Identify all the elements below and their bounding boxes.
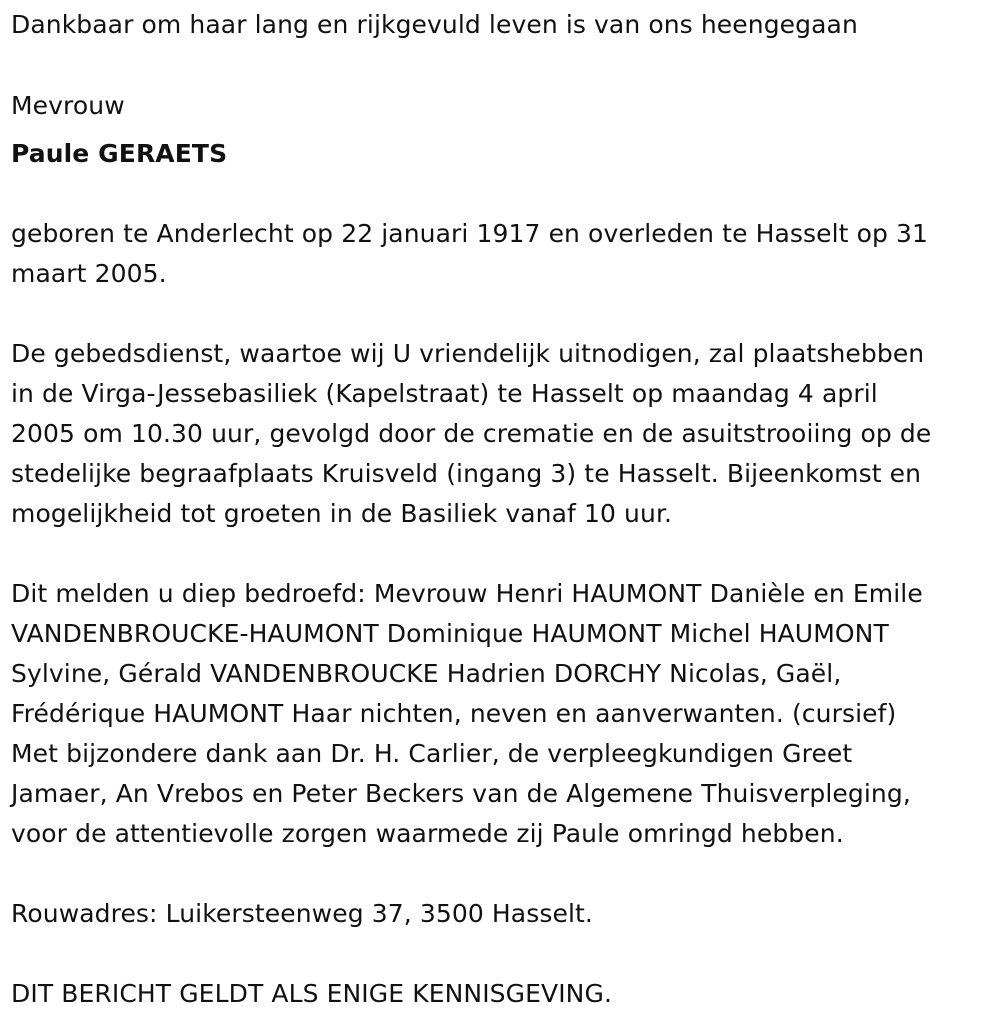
deceased-name: Paule GERAETS [11, 139, 228, 168]
paragraph-line: Frédérique HAUMONT Haar nichten, neven en aanverwanten. (cursief) [11, 699, 897, 728]
paragraph-line: 2005 om 10.30 uur, gevolgd door de crematie en de asuitstrooiing op de [11, 419, 932, 448]
paragraph-line: in de Virga-Jessebasiliek (Kapelstraat) te Hasselt op maandag 4 april [11, 379, 878, 408]
paragraph-line: Met bijzondere dank aan Dr. H. Carlier, de verpleegkundigen Greet [11, 739, 853, 768]
paragraph-line: maart 2005. [11, 259, 167, 288]
paragraph-line: mogelijkheid tot groeten in de Basiliek vanaf 10 uur. [11, 499, 673, 528]
intro-line: Dankbaar om haar lang en rijkgevuld leven is van ons heengegaan [11, 10, 858, 39]
paragraph-line: Jamaer, An Vrebos en Peter Beckers van de Algemene Thuisverpleging, [11, 779, 911, 808]
paragraph-line: geboren te Anderlecht op 22 januari 1917 en overleden te Hasselt op 31 [11, 219, 929, 248]
paragraph-line: voor de attentievolle zorgen waarmede zij Paule omringd hebben. [11, 819, 844, 848]
paragraph-line: De gebedsdienst, waartoe wij U vriendelijk uitnodigen, zal plaatshebben [11, 339, 925, 368]
mourning-address: Rouwadres: Luikersteenweg 37, 3500 Hasselt. [11, 899, 593, 928]
paragraph-line: stedelijke begraafplaats Kruisveld (ingang 3) te Hasselt. Bijeenkomst en [11, 459, 922, 488]
closing-statement: DIT BERICHT GELDT ALS ENIGE KENNISGEVING. [11, 979, 612, 1008]
paragraph-line: Dit melden u diep bedroefd: Mevrouw Henri HAUMONT Danièle en Emile [11, 579, 923, 608]
paragraph-line: VANDENBROUCKE-HAUMONT Dominique HAUMONT Michel HAUMONT [11, 619, 889, 648]
salutation: Mevrouw [11, 91, 125, 120]
paragraph-line: Sylvine, Gérald VANDENBROUCKE Hadrien DORCHY Nicolas, Gaël, [11, 659, 842, 688]
